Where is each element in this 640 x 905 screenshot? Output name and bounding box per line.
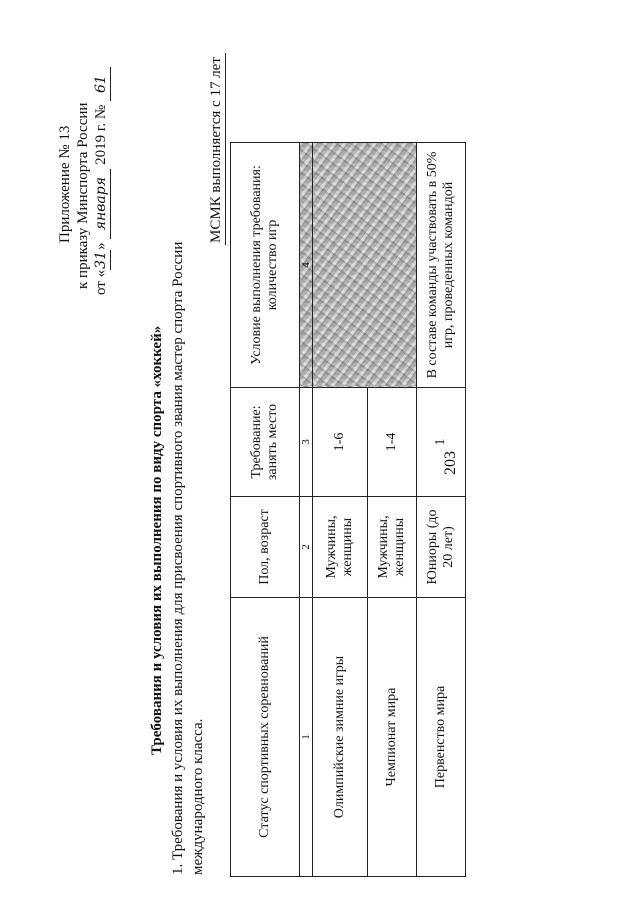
cell-gender-age: Юниоры (до 20 лет): [417, 497, 466, 598]
cell-status: Чемпионат мира: [368, 598, 417, 877]
date-year: 2019 г. №: [93, 104, 109, 165]
header-status: Статус спортивных соревнований: [231, 598, 300, 877]
col-number: 1: [300, 598, 313, 877]
cell-condition-shaded: [313, 143, 417, 388]
header-place: Требование: занять место: [231, 388, 300, 497]
date-mid: »: [93, 242, 109, 250]
document-title: Требования и условия их выполнения по виду спорта «хоккей»: [149, 325, 165, 755]
cell-place: 1-6: [313, 388, 368, 497]
page-number: 203: [442, 451, 459, 475]
date-month: января: [92, 169, 111, 239]
cell-status: Олимпийские зимние игры: [313, 598, 368, 877]
header-gender-age: Пол, возраст: [231, 497, 300, 598]
col-number: 4: [300, 143, 313, 388]
requirements-table: [230, 142, 466, 877]
table-number-row: [300, 143, 313, 877]
cell-condition: В составе команды участвовать в 50% игр, проведенных командой: [417, 143, 466, 388]
appendix-line2: к приказу Минспорта России: [75, 102, 91, 289]
table-row: [417, 143, 466, 877]
rotated-document: [30, 25, 630, 885]
col-number: 3: [300, 388, 313, 497]
table-row: [313, 143, 368, 877]
cell-status: Первенство мира: [417, 598, 466, 877]
cell-place: 1-4: [368, 388, 417, 497]
appendix-block: [56, 67, 111, 295]
col-number: 2: [300, 497, 313, 598]
order-number: 61: [92, 67, 111, 101]
date-prefix: от «: [93, 269, 109, 295]
appendix-date-line: [92, 67, 111, 295]
cell-gender-age: Мужчины, женщины: [368, 497, 417, 598]
appendix-line1: Приложение № 13: [57, 125, 73, 243]
requirement-paragraph: 1. Требования и условия их выполнения для присвоения спортивного звания мастер спорта России международного класса.: [170, 241, 206, 875]
table-header-row: [231, 143, 300, 877]
age-note: МСМК выполняется с 17 лет: [208, 53, 226, 245]
date-day: 31: [93, 250, 109, 269]
cell-gender-age: Мужчины, женщины: [313, 497, 368, 598]
cell-place: 1: [417, 388, 466, 497]
header-condition: Условие выполнения требования: количество игр: [231, 143, 300, 388]
